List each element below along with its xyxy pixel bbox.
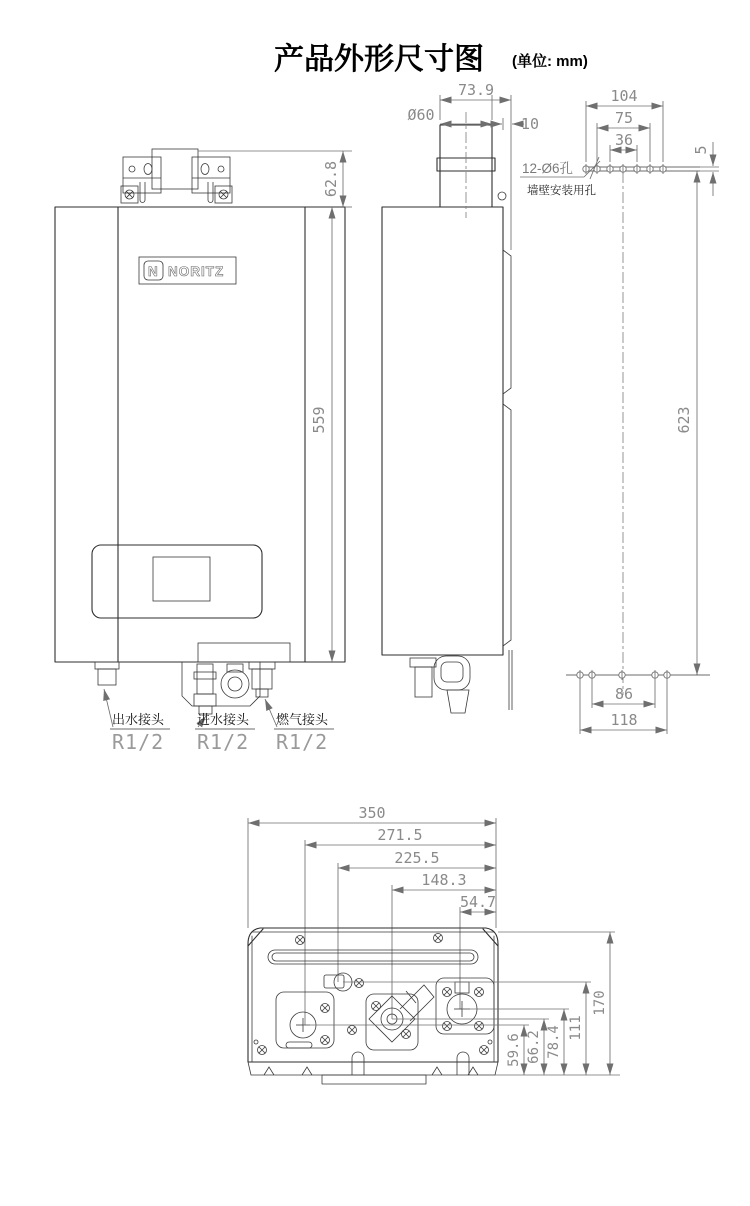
- svg-text:170: 170: [592, 990, 608, 1016]
- svg-text:12-Ø6孔: 12-Ø6孔: [522, 161, 574, 176]
- svg-text:66.2: 66.2: [526, 1030, 542, 1064]
- side-view: [382, 81, 539, 713]
- svg-text:出水接头: 出水接头: [112, 712, 165, 727]
- rear-hole-layout: [520, 87, 719, 734]
- dim-bottom-spans: [580, 680, 667, 734]
- svg-text:225.5: 225.5: [394, 849, 440, 867]
- svg-text:R1/2: R1/2: [112, 730, 165, 754]
- svg-text:148.3: 148.3: [421, 871, 467, 889]
- dim-flue: [407, 81, 539, 250]
- svg-text:进水接头: 进水接头: [197, 712, 250, 727]
- svg-text:54.7: 54.7: [459, 893, 497, 911]
- svg-text:350: 350: [358, 804, 386, 822]
- svg-text:271.5: 271.5: [377, 826, 423, 844]
- front-view: [55, 149, 352, 754]
- dim-edge-gap: [692, 142, 719, 196]
- hole-note: [520, 157, 600, 197]
- inlet-cutout: [366, 985, 434, 1050]
- label-inlet: [195, 712, 255, 754]
- bottom-body: [248, 928, 498, 1084]
- svg-text:36: 36: [614, 131, 634, 149]
- svg-text:59.6: 59.6: [506, 1033, 522, 1067]
- dim-front-height: [310, 207, 332, 662]
- gas-cutout: [436, 978, 494, 1034]
- dim-rear-height: [675, 171, 697, 675]
- logo-mark: N: [148, 264, 159, 279]
- connection-labels: [104, 689, 334, 754]
- bottom-mounting-holes: [577, 670, 670, 680]
- dim-hole-spans: [586, 87, 663, 162]
- svg-text:78.4: 78.4: [546, 1025, 562, 1059]
- label-outlet: [110, 712, 170, 754]
- svg-text:623: 623: [675, 406, 693, 434]
- bottom-view: [248, 804, 620, 1084]
- svg-text:R1/2: R1/2: [197, 730, 250, 754]
- front-mounting-bracket: [121, 149, 232, 203]
- unit-note: (单位: mm): [512, 53, 588, 70]
- side-body: [382, 125, 503, 655]
- svg-text:10: 10: [520, 115, 540, 133]
- svg-text:111: 111: [568, 1015, 584, 1041]
- brand-logo: [139, 257, 236, 284]
- svg-text:75: 75: [614, 109, 634, 127]
- side-fittings: [410, 656, 470, 713]
- svg-text:墙壁安装用孔: 墙壁安装用孔: [527, 185, 596, 197]
- display-window: [153, 557, 210, 601]
- svg-text:73.9: 73.9: [457, 81, 495, 99]
- svg-text:R1/2: R1/2: [276, 730, 329, 754]
- bottom-feet: [264, 1052, 478, 1075]
- svg-text:Ø60: Ø60: [407, 106, 435, 124]
- front-fittings: [95, 662, 275, 714]
- logo-text: NORITZ: [168, 264, 225, 279]
- svg-text:燃气接头: 燃气接头: [276, 712, 329, 727]
- title-block: [274, 42, 588, 76]
- bottom-recess: [198, 643, 290, 662]
- vent-slot: [268, 950, 478, 964]
- svg-text:5: 5: [692, 145, 710, 155]
- svg-text:86: 86: [614, 685, 634, 703]
- svg-text:62.8: 62.8: [322, 160, 340, 198]
- svg-text:104: 104: [610, 87, 638, 105]
- dim-bottom-right-chain: [303, 932, 620, 1075]
- page-title: 产品外形尺寸图: [274, 43, 484, 76]
- side-bracket-strip: [498, 192, 512, 710]
- svg-text:118: 118: [610, 711, 638, 729]
- svg-text:559: 559: [310, 406, 328, 434]
- label-gas: [274, 712, 334, 754]
